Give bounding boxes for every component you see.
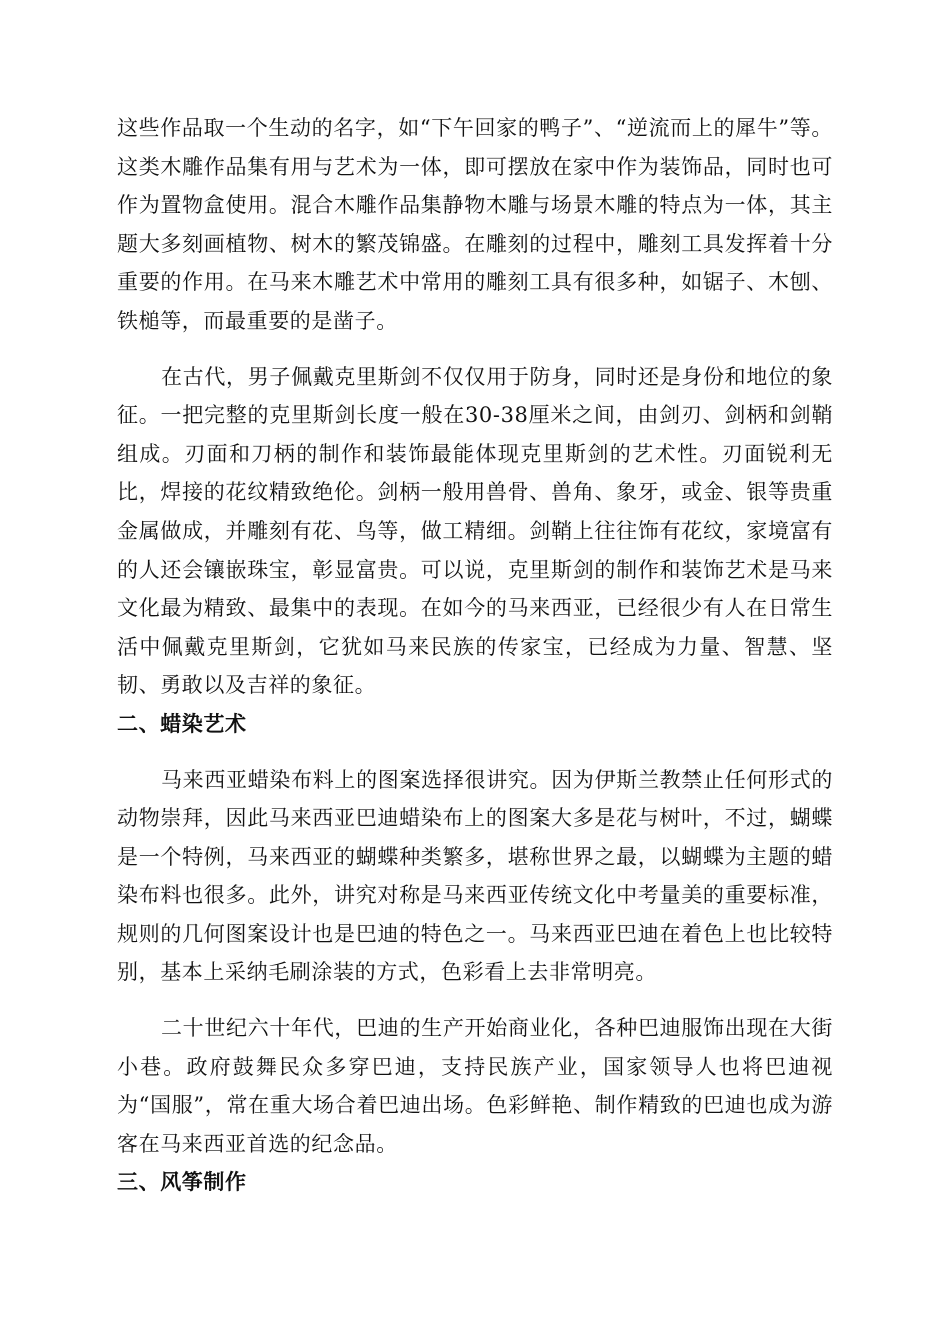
heading-batik-art: 二、蜡染艺术 [117, 711, 247, 736]
paragraph-batik-commercialization: 二十世纪六十年代，巴迪的生产开始商业化，各种巴迪服饰出现在大街小巷。政府鼓舞民众多穿巴迪，支持民族产业，国家领导人也将巴迪视为“国服”，常在重大场合着巴迪出场。色彩鲜艳、制作精致的巴迪也成为游客在马来西亚首选的纪念品。 [117, 1016, 833, 1156]
paragraph-kris-sword: 在古代，男子佩戴克里斯剑不仅仅用于防身，同时还是身份和地位的象征。一把完整的克里斯剑长度一般在30-38厘米之间，由剑刃、剑柄和剑鞘组成。刃面和刀柄的制作和装饰最能体现克里斯剑的艺术性。刃面锐利无比，焊接的花纹精致绝伦。剑柄一般用兽骨、兽角、象牙，或金、银等贵重金属做成，并雕刻有花、鸟等，做工精细。剑鞘上往往饰有花纹，家境富有的人还会镶嵌珠宝，彰显富贵。可以说，克里斯剑的制作和装饰艺术是马来文化最为精致、最集中的表现。在如今的马来西亚，已经很少有人在日常生活中佩戴克里斯剑，它犹如马来民族的传家宝，已经成为力量、智慧、坚韧、勇敢以及吉祥的象征。 [117, 364, 833, 698]
paragraph-wood-carving-continued: 这些作品取一个生动的名字，如“下午回家的鸭子”、“逆流而上的犀牛”等。这类木雕作品集有用与艺术为一体，即可摆放在家中作为装饰品，同时也可作为置物盒使用。混合木雕作品集静物木雕与场景木雕的特点为一体，其主题大多刻画植物、树木的繁茂锦盛。在雕刻的过程中，雕刻工具发挥着十分重要的作用。在马来木雕艺术中常用的雕刻工具有很多种，如锯子、木刨、铁槌等，而最重要的是凿子。 [117, 116, 833, 333]
document-body [117, 109, 833, 1202]
heading-kite-making: 三、风筝制作 [117, 1170, 247, 1195]
paragraph-batik-patterns: 马来西亚蜡染布料上的图案选择很讲究。因为伊斯兰教禁止任何形式的动物崇拜，因此马来西亚巴迪蜡染布上的图案大多是花与树叶，不过，蝴蝶是一个特例，马来西亚的蝴蝶种类繁多，堪称世界之最，以蝴蝶为主题的蜡染布料也很多。此外，讲究对称是马来西亚传统文化中考量美的重要标准，规则的几何图案设计也是巴迪的特色之一。马来西亚巴迪在着色上也比较特别，基本上采纳毛刷涂装的方式，色彩看上去非常明亮。 [117, 767, 833, 985]
